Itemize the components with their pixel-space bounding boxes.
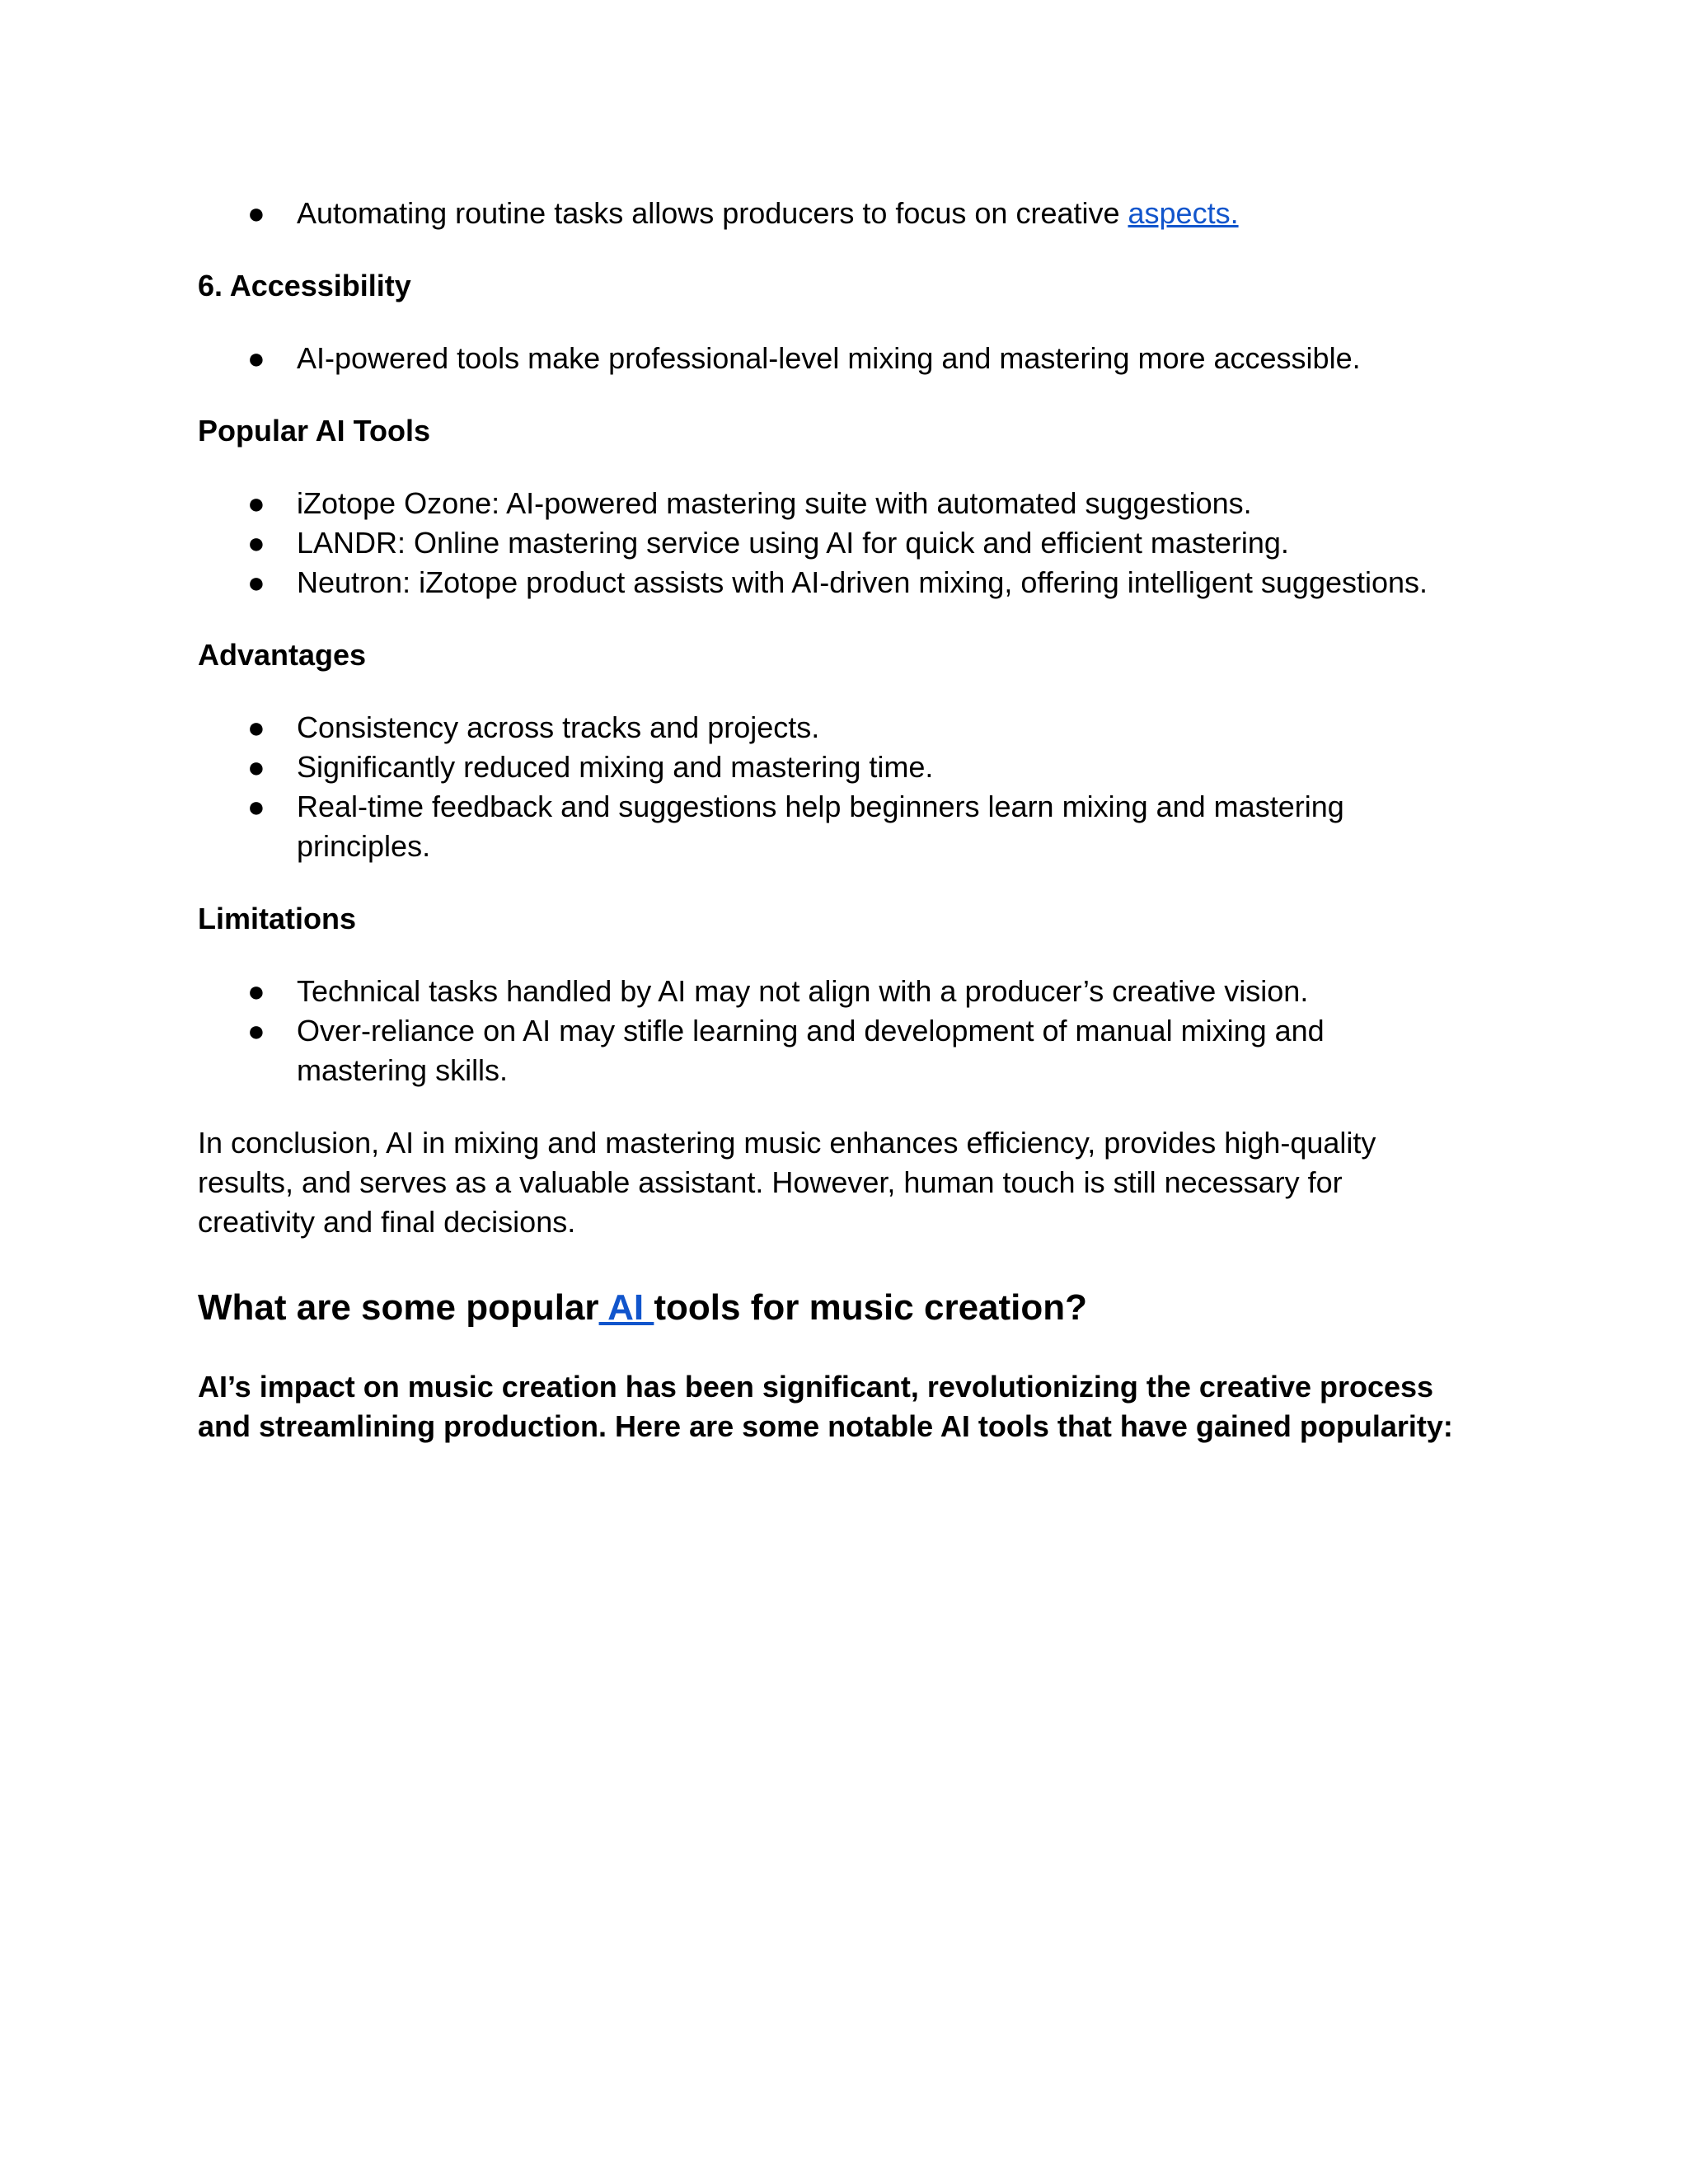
bullet-marker: ● — [247, 341, 265, 375]
section-title — [198, 1285, 1087, 1331]
accessibility-heading: 6. Accessibility — [198, 269, 411, 302]
title-part: tools for music creation? — [654, 1287, 1088, 1328]
conclusion-line: In conclusion, AI in mixing and mastering music enhances efficiency, provides high-quality — [198, 1126, 1376, 1160]
bullet-marker: ● — [247, 565, 265, 599]
list-item-continued: principles. — [297, 829, 431, 863]
bullet-marker: ● — [247, 486, 265, 520]
bullet-marker: ● — [247, 790, 265, 823]
bullet-marker: ● — [247, 1014, 265, 1047]
list-item: iZotope Ozone: AI-powered mastering suite with automated suggestions. — [297, 486, 1252, 520]
bullet-marker: ● — [247, 974, 265, 1008]
title-part: What are some popular — [198, 1287, 599, 1328]
list-item: Neutron: iZotope product assists with AI-driven mixing, offering intelligent suggestions. — [297, 565, 1428, 599]
impact-line: and streamlining production. Here are some notable AI tools that have gained popularity: — [198, 1409, 1453, 1443]
bullet-marker: ● — [247, 710, 265, 744]
automating-text: Automating routine tasks allows producers to focus on creative — [297, 196, 1128, 230]
ai-link[interactable]: AI — [598, 1287, 654, 1328]
list-item — [297, 194, 1239, 233]
limitations-heading: Limitations — [198, 902, 357, 935]
list-item: Significantly reduced mixing and mastering time. — [297, 750, 934, 784]
advantages-heading: Advantages — [198, 638, 367, 672]
list-item: Real-time feedback and suggestions help beginners learn mixing and mastering — [297, 790, 1344, 823]
impact-line: AI’s impact on music creation has been significant, revolutionizing the creative process — [198, 1370, 1434, 1404]
list-item: Technical tasks handled by AI may not align with a producer’s creative vision. — [297, 974, 1309, 1008]
list-item: LANDR: Online mastering service using AI for quick and efficient mastering. — [297, 526, 1289, 560]
conclusion-line: results, and serves as a valuable assistant. However, human touch is still necessary for — [198, 1165, 1343, 1199]
conclusion-line: creativity and final decisions. — [198, 1205, 576, 1239]
list-item: AI-powered tools make professional-level mixing and mastering more accessible. — [297, 341, 1361, 375]
bullet-marker: ● — [247, 526, 265, 560]
bullet-marker: ● — [247, 750, 265, 784]
bullet-marker: ● — [247, 196, 265, 230]
list-item: Over-reliance on AI may stifle learning and development of manual mixing and — [297, 1014, 1325, 1047]
popular-tools-heading: Popular AI Tools — [198, 414, 431, 448]
aspects-link[interactable]: aspects. — [1128, 196, 1239, 230]
list-item-continued: mastering skills. — [297, 1053, 509, 1087]
list-item: Consistency across tracks and projects. — [297, 710, 820, 744]
